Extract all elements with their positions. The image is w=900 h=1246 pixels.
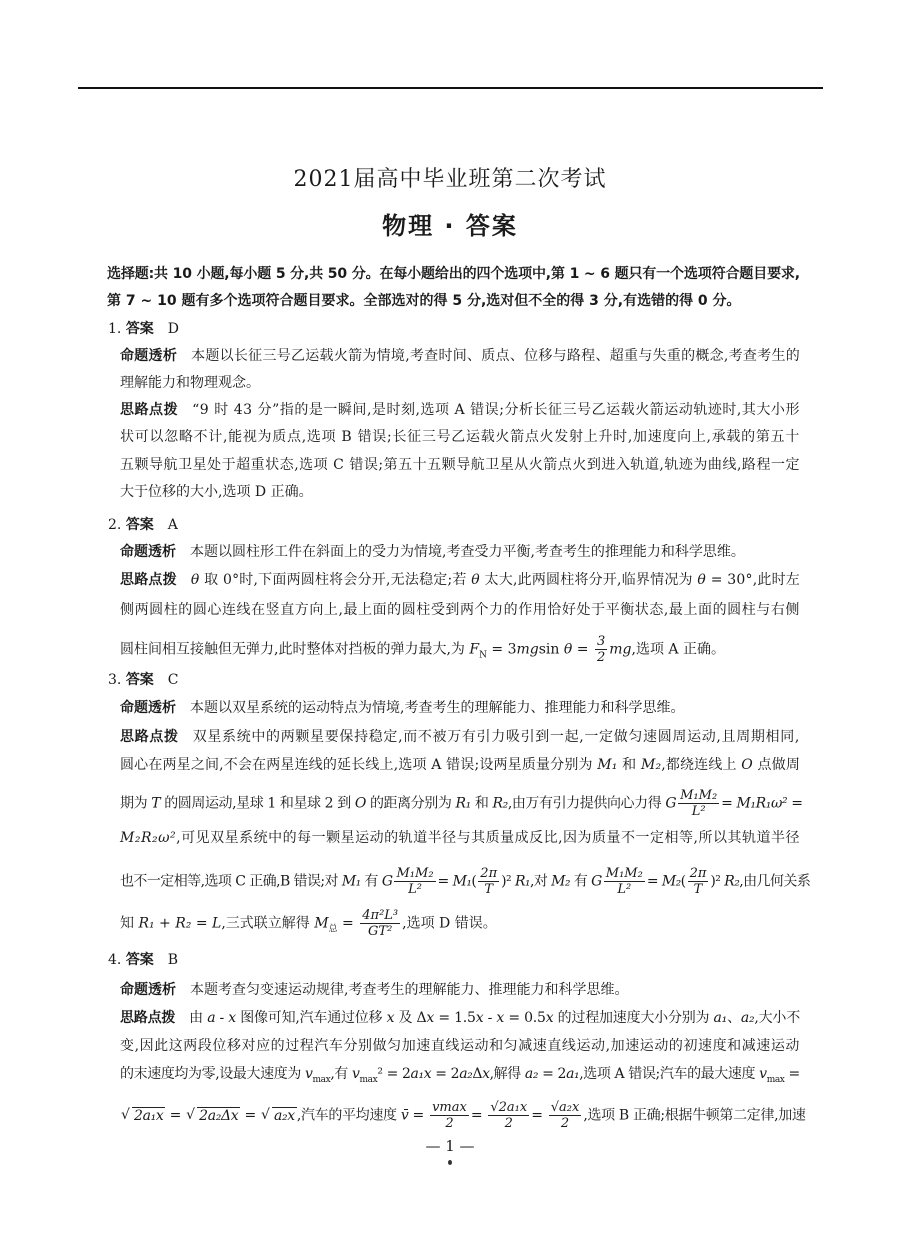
text-run: ,大小不 — [754, 1010, 801, 1026]
fraction-denominator: 2 — [560, 1116, 570, 1131]
text-run: ,选项 A 正确。 — [631, 641, 725, 658]
math-symbol: x — [475, 1010, 484, 1026]
page-number: — 1 — — [425, 1137, 475, 1155]
text-run: = — [787, 795, 803, 812]
text-run: = — [646, 873, 662, 890]
text-run: 期为 — [120, 795, 152, 812]
math-fraction — [595, 634, 607, 665]
fraction-denominator: L² — [408, 882, 422, 897]
math-fraction — [360, 908, 400, 939]
math-symbol: R₁ — [455, 795, 471, 812]
fraction-numerator: M₁M₂ — [605, 866, 643, 881]
text-run: 的距离分别为 — [365, 795, 456, 812]
text-run: = 0.5 — [504, 1010, 546, 1026]
bold-text: 答案 — [125, 952, 154, 968]
text-run: ( — [680, 873, 686, 890]
bold-text: 选择题:共 10 小题,每小题 5 分,共 50 分。在每小题给出的四个选项中,第 1 ~ 6 题只有一个选项符合题目要求, — [107, 266, 800, 282]
fraction-denominator: T — [693, 882, 703, 897]
math-symbol: a₁x — [410, 1066, 432, 1082]
text-run: 太大,此两圆柱将分开,临界情况为 — [479, 572, 698, 588]
text-run: = — [165, 1107, 186, 1124]
text-line — [120, 1009, 800, 1027]
bold-text: 第 7 ~ 10 题有多个选项符合题目要求。全部选对的得 5 分,选对但不全的得 3 分,有选错的得 0 分。 — [107, 293, 741, 309]
text-run: A — [153, 517, 178, 533]
text-line — [120, 374, 260, 392]
text-run: 图像可知,汽车通过位移 — [236, 1010, 387, 1026]
text-line — [120, 571, 800, 589]
text-line — [120, 728, 800, 746]
math-symbol: θ — [563, 641, 573, 658]
text-line — [120, 1065, 800, 1089]
math-symbol: θ — [697, 572, 707, 588]
section-label: 命题透析 — [120, 700, 176, 716]
text-run: 本题以双星系统的运动特点为情境,考查考生的理解能力、推理能力和科学思维。 — [190, 700, 685, 716]
math-symbol: O — [741, 757, 753, 773]
math-symbol: M₂ — [551, 873, 570, 890]
text-run: 的过程加速度大小分别为 — [553, 1010, 714, 1026]
text-line — [120, 456, 800, 474]
text-line — [120, 756, 800, 774]
math-symbol: O — [354, 795, 366, 812]
text-line — [120, 981, 628, 999]
text-line — [108, 951, 178, 969]
text-run: 变,因此这两段位移对应的过程汽车分别做匀加速直线运动和匀减速直线运动,加速运动的初速度和减速运动 — [120, 1038, 800, 1054]
text-run: ² = 2 — [377, 1066, 411, 1082]
text-run: 1. — [108, 321, 126, 337]
text-run: 侧两圆柱的圆心连线在竖直方向上,最上面的圆柱受到两个力的作用恰好处于平衡状态,最上面的圆柱与右侧 — [120, 602, 800, 618]
math-symbol: M — [314, 915, 329, 932]
math-symbol: x — [496, 1010, 505, 1026]
math-fraction — [688, 866, 709, 897]
text-run: 2. — [108, 517, 126, 533]
fraction-numerator: M₁M₂ — [396, 866, 434, 881]
fraction-denominator: GT² — [368, 924, 393, 939]
document-subtitle: 物理 · 答案 — [382, 212, 518, 240]
math-symbol: mg — [609, 641, 632, 658]
text-run: ,选项 A 错误;汽车的最大速度 — [579, 1066, 760, 1082]
math-symbol: R₁ — [138, 915, 155, 932]
math-fraction — [430, 1100, 469, 1131]
text-run: 有 — [569, 873, 592, 890]
bold-text: 答案 — [125, 517, 154, 533]
math-symbol: a - x — [207, 1010, 236, 1026]
math-symbol: M₁ — [452, 873, 472, 890]
math-symbol: F — [469, 641, 480, 658]
text-run: ,可见双星系统中的每一颗星运动的轨道半径与其质量成反比,因为质量不一定相等,所以其轨道半径 — [176, 830, 800, 846]
text-run: 及 Δ — [394, 1010, 427, 1026]
text-run: 3. — [108, 672, 126, 688]
math-fraction — [478, 866, 499, 897]
text-run: - — [483, 1010, 497, 1026]
math-symbol: L — [212, 915, 222, 932]
fraction-numerator: √2a₁x — [490, 1100, 528, 1115]
math-symbol: a₁ — [566, 1066, 580, 1082]
fraction-denominator: L² — [617, 882, 632, 897]
text-run: 知 — [120, 915, 139, 932]
fraction-numerator: 2π — [689, 866, 707, 881]
text-line — [107, 292, 741, 310]
text-line — [120, 347, 800, 365]
bold-text: 答案 — [125, 672, 154, 688]
text-run: 和 — [617, 757, 641, 773]
math-fraction — [394, 866, 435, 897]
text-run: = — [470, 1107, 487, 1124]
document-title: 2021届高中毕业班第二次考试 — [293, 167, 607, 192]
text-line — [120, 543, 745, 561]
math-symbol: x — [386, 1010, 395, 1026]
text-run: 五颗导航卫星处于超重状态,选项 C 错误;第五十五颗导航卫星从火箭点火到进入轨道,轨迹为曲线,路程一定 — [120, 457, 800, 473]
text-line — [120, 401, 800, 419]
fraction-numerator: M₁M₂ — [680, 788, 718, 803]
section-label: 思路点拨 — [120, 402, 179, 418]
text-run: ( — [471, 873, 477, 890]
fraction-numerator: √a₂x — [550, 1100, 580, 1115]
fraction-denominator: T — [484, 882, 494, 897]
text-run: ,都绕连线上 — [661, 757, 742, 773]
math-fraction — [549, 1100, 582, 1131]
text-run: = 30°,此时左 — [706, 572, 800, 588]
section-label: 命题透析 — [120, 348, 178, 364]
math-symbol: x — [482, 1066, 490, 1082]
text-line — [108, 516, 178, 534]
text-run: 点做周 — [752, 757, 801, 773]
text-run: = — [337, 915, 359, 932]
text-run: = — [437, 873, 453, 890]
math-symbol: M₂ — [661, 873, 681, 890]
math-symbol: R₁ — [514, 873, 530, 890]
text-line — [108, 320, 179, 338]
math-symbol: a₂ — [740, 1010, 755, 1026]
math-subscript: max — [312, 1074, 331, 1085]
text-line — [120, 428, 800, 446]
text-run: ,有 — [330, 1066, 353, 1082]
text-run: = — [191, 915, 213, 932]
text-run: 状可以忽略不计,能视为质点,选项 B 错误;长征三号乙运载火箭点火发射上升时,加速度向上,承载的第五十 — [120, 429, 800, 445]
math-subscript: max — [359, 1074, 378, 1085]
math-symbol: a₂ — [524, 1066, 539, 1082]
section-label: 思路点拨 — [120, 729, 179, 745]
fraction-denominator: 2 — [596, 650, 606, 665]
math-symbol: R₂ — [175, 915, 192, 932]
text-run: ,汽车的平均速度 — [296, 1107, 401, 1124]
text-run: 本题以长征三号乙运载火箭为情境,考查时间、质点、位移与路程、超重与失重的概念,考查考生的 — [191, 348, 801, 364]
scan-mark — [448, 1160, 452, 1165]
text-line — [120, 699, 684, 717]
math-fraction — [678, 788, 719, 819]
text-run: ,三式联立解得 — [221, 915, 315, 932]
text-run: 取 0°时,下面两圆柱将会分开,无法稳定;若 — [199, 572, 472, 588]
fraction-denominator: L² — [691, 804, 706, 819]
text-run: )² — [501, 873, 515, 890]
text-line — [120, 866, 810, 897]
text-run: 和 — [470, 795, 493, 812]
math-symbol: v — [305, 1066, 313, 1082]
text-line — [120, 483, 313, 501]
text-run: = — [240, 1107, 260, 1124]
fraction-numerator: 4π²L³ — [362, 908, 399, 923]
math-symbol: M₁R₁ω² — [736, 795, 788, 812]
text-run: )² — [710, 873, 725, 890]
text-run: ,解得 — [489, 1066, 525, 1082]
math-symbol: a₁ — [713, 1010, 728, 1026]
text-run: 本题考查匀变速运动规律,考查考生的理解能力、推理能力和科学思维。 — [190, 982, 629, 998]
section-label: 思路点拨 — [120, 1010, 176, 1026]
text-run: 大于位移的大小,选项 D 正确。 — [120, 484, 313, 500]
text-line — [107, 265, 800, 283]
text-run: Δ — [472, 1066, 483, 1082]
text-run: sin — [538, 641, 564, 658]
text-run: ,选项 D 错误。 — [402, 915, 497, 932]
text-run: 、 — [727, 1010, 741, 1026]
text-run: 的末速度均为零,设最大速度为 — [120, 1066, 305, 1082]
math-sqrt: √ a₂x — [272, 1107, 297, 1124]
text-run: = 1.5 — [434, 1010, 476, 1026]
fraction-numerator: 3 — [596, 634, 606, 649]
math-symbol: M₁ — [341, 873, 361, 890]
math-symbol: v — [759, 1066, 767, 1082]
text-run: = 2 — [431, 1066, 460, 1082]
math-symbol: M₁ — [597, 757, 618, 773]
text-run: ,由万有引力提供向心力得 — [507, 795, 666, 812]
text-run: 有 — [360, 873, 382, 890]
text-run: = — [531, 1107, 547, 1124]
text-run: 4. — [108, 952, 126, 968]
text-line — [120, 601, 800, 619]
math-symbol: G — [591, 873, 602, 890]
text-run: ,对 — [529, 873, 552, 890]
text-run: 本题以圆柱形工件在斜面上的受力为情境,考查受力平衡,考查考生的推理能力和科学思维。 — [190, 544, 745, 560]
text-line — [120, 634, 725, 665]
math-sqrt: √ 2a₁x — [132, 1107, 165, 1124]
math-symbol: v̄ — [400, 1107, 409, 1124]
fraction-denominator: 2 — [504, 1116, 513, 1131]
fraction-numerator: 2π — [480, 866, 498, 881]
text-run: = — [721, 795, 737, 812]
text-run: 由 — [189, 1010, 208, 1026]
text-line — [120, 1100, 806, 1131]
text-run: = 2 — [538, 1066, 567, 1082]
bold-text: 答案 — [125, 321, 154, 337]
math-symbol: a₂ — [459, 1066, 473, 1082]
math-symbol: v — [352, 1066, 360, 1082]
text-run: ,由几何关系 — [739, 873, 811, 890]
text-run: 理解能力和物理观念。 — [120, 375, 260, 391]
math-symbol: R₂ — [724, 873, 740, 890]
fraction-numerator: vmax — [432, 1100, 467, 1115]
math-fraction — [604, 866, 645, 897]
text-run: D — [153, 321, 180, 337]
text-run: C — [153, 672, 179, 688]
math-symbol: G — [665, 795, 677, 812]
math-symbol: M₂R₂ω² — [120, 830, 177, 846]
math-symbol: x — [545, 1010, 554, 1026]
top-rule — [78, 87, 823, 89]
text-line — [120, 788, 803, 819]
fraction-denominator: 2 — [445, 1116, 454, 1131]
text-run: 圆柱间相互接触但无弹力,此时整体对挡板的弹力最大,为 — [120, 641, 470, 658]
text-run: 的圆周运动,星球 1 和星球 2 到 — [160, 795, 355, 812]
math-symbol: θ — [471, 572, 480, 588]
math-subscript: N — [479, 650, 487, 661]
math-symbol: θ — [190, 572, 200, 588]
text-run: = — [408, 1107, 429, 1124]
math-symbol: x — [426, 1010, 435, 1026]
text-run: 圆心在两星之间,不会在两星连线的延长线上,选项 A 错误;设两星质量分别为 — [120, 757, 598, 773]
section-label: 思路点拨 — [120, 572, 177, 588]
section-label: 命题透析 — [120, 544, 176, 560]
math-symbol: R₂ — [492, 795, 508, 812]
math-fraction — [488, 1100, 529, 1131]
math-subscript: max — [766, 1074, 785, 1085]
text-line — [120, 1037, 800, 1055]
text-run: “9 时 43 分”指的是一瞬间,是时刻,选项 A 错误;分析长征三号乙运载火箭运动轨迹时,其大小形 — [192, 402, 800, 418]
text-line — [120, 908, 497, 939]
math-symbol: G — [381, 873, 393, 890]
text-run: = — [784, 1066, 800, 1082]
math-symbol: mg — [516, 641, 539, 658]
text-run: ,选项 B 正确;根据牛顿第二定律,加速 — [583, 1107, 806, 1124]
text-run: 也不一定相等,选项 C 正确,B 错误;对 — [120, 873, 342, 890]
section-label: 命题透析 — [120, 982, 176, 998]
math-symbol: M₂ — [640, 757, 662, 773]
math-sqrt: √ 2a₂Δx — [197, 1107, 240, 1124]
text-run: 双星系统中的两颗星要保持稳定,而不被万有引力吸引到一起,一定做匀速圆周运动,且周期相同, — [192, 729, 801, 745]
text-run: B — [153, 952, 179, 968]
text-line — [108, 671, 179, 689]
math-symbol: T — [151, 795, 161, 812]
math-subscript: 总 — [328, 924, 338, 935]
text-line — [120, 829, 800, 847]
text-run: = — [572, 641, 593, 658]
text-run: = 3 — [486, 641, 517, 658]
text-run: + — [154, 915, 176, 932]
